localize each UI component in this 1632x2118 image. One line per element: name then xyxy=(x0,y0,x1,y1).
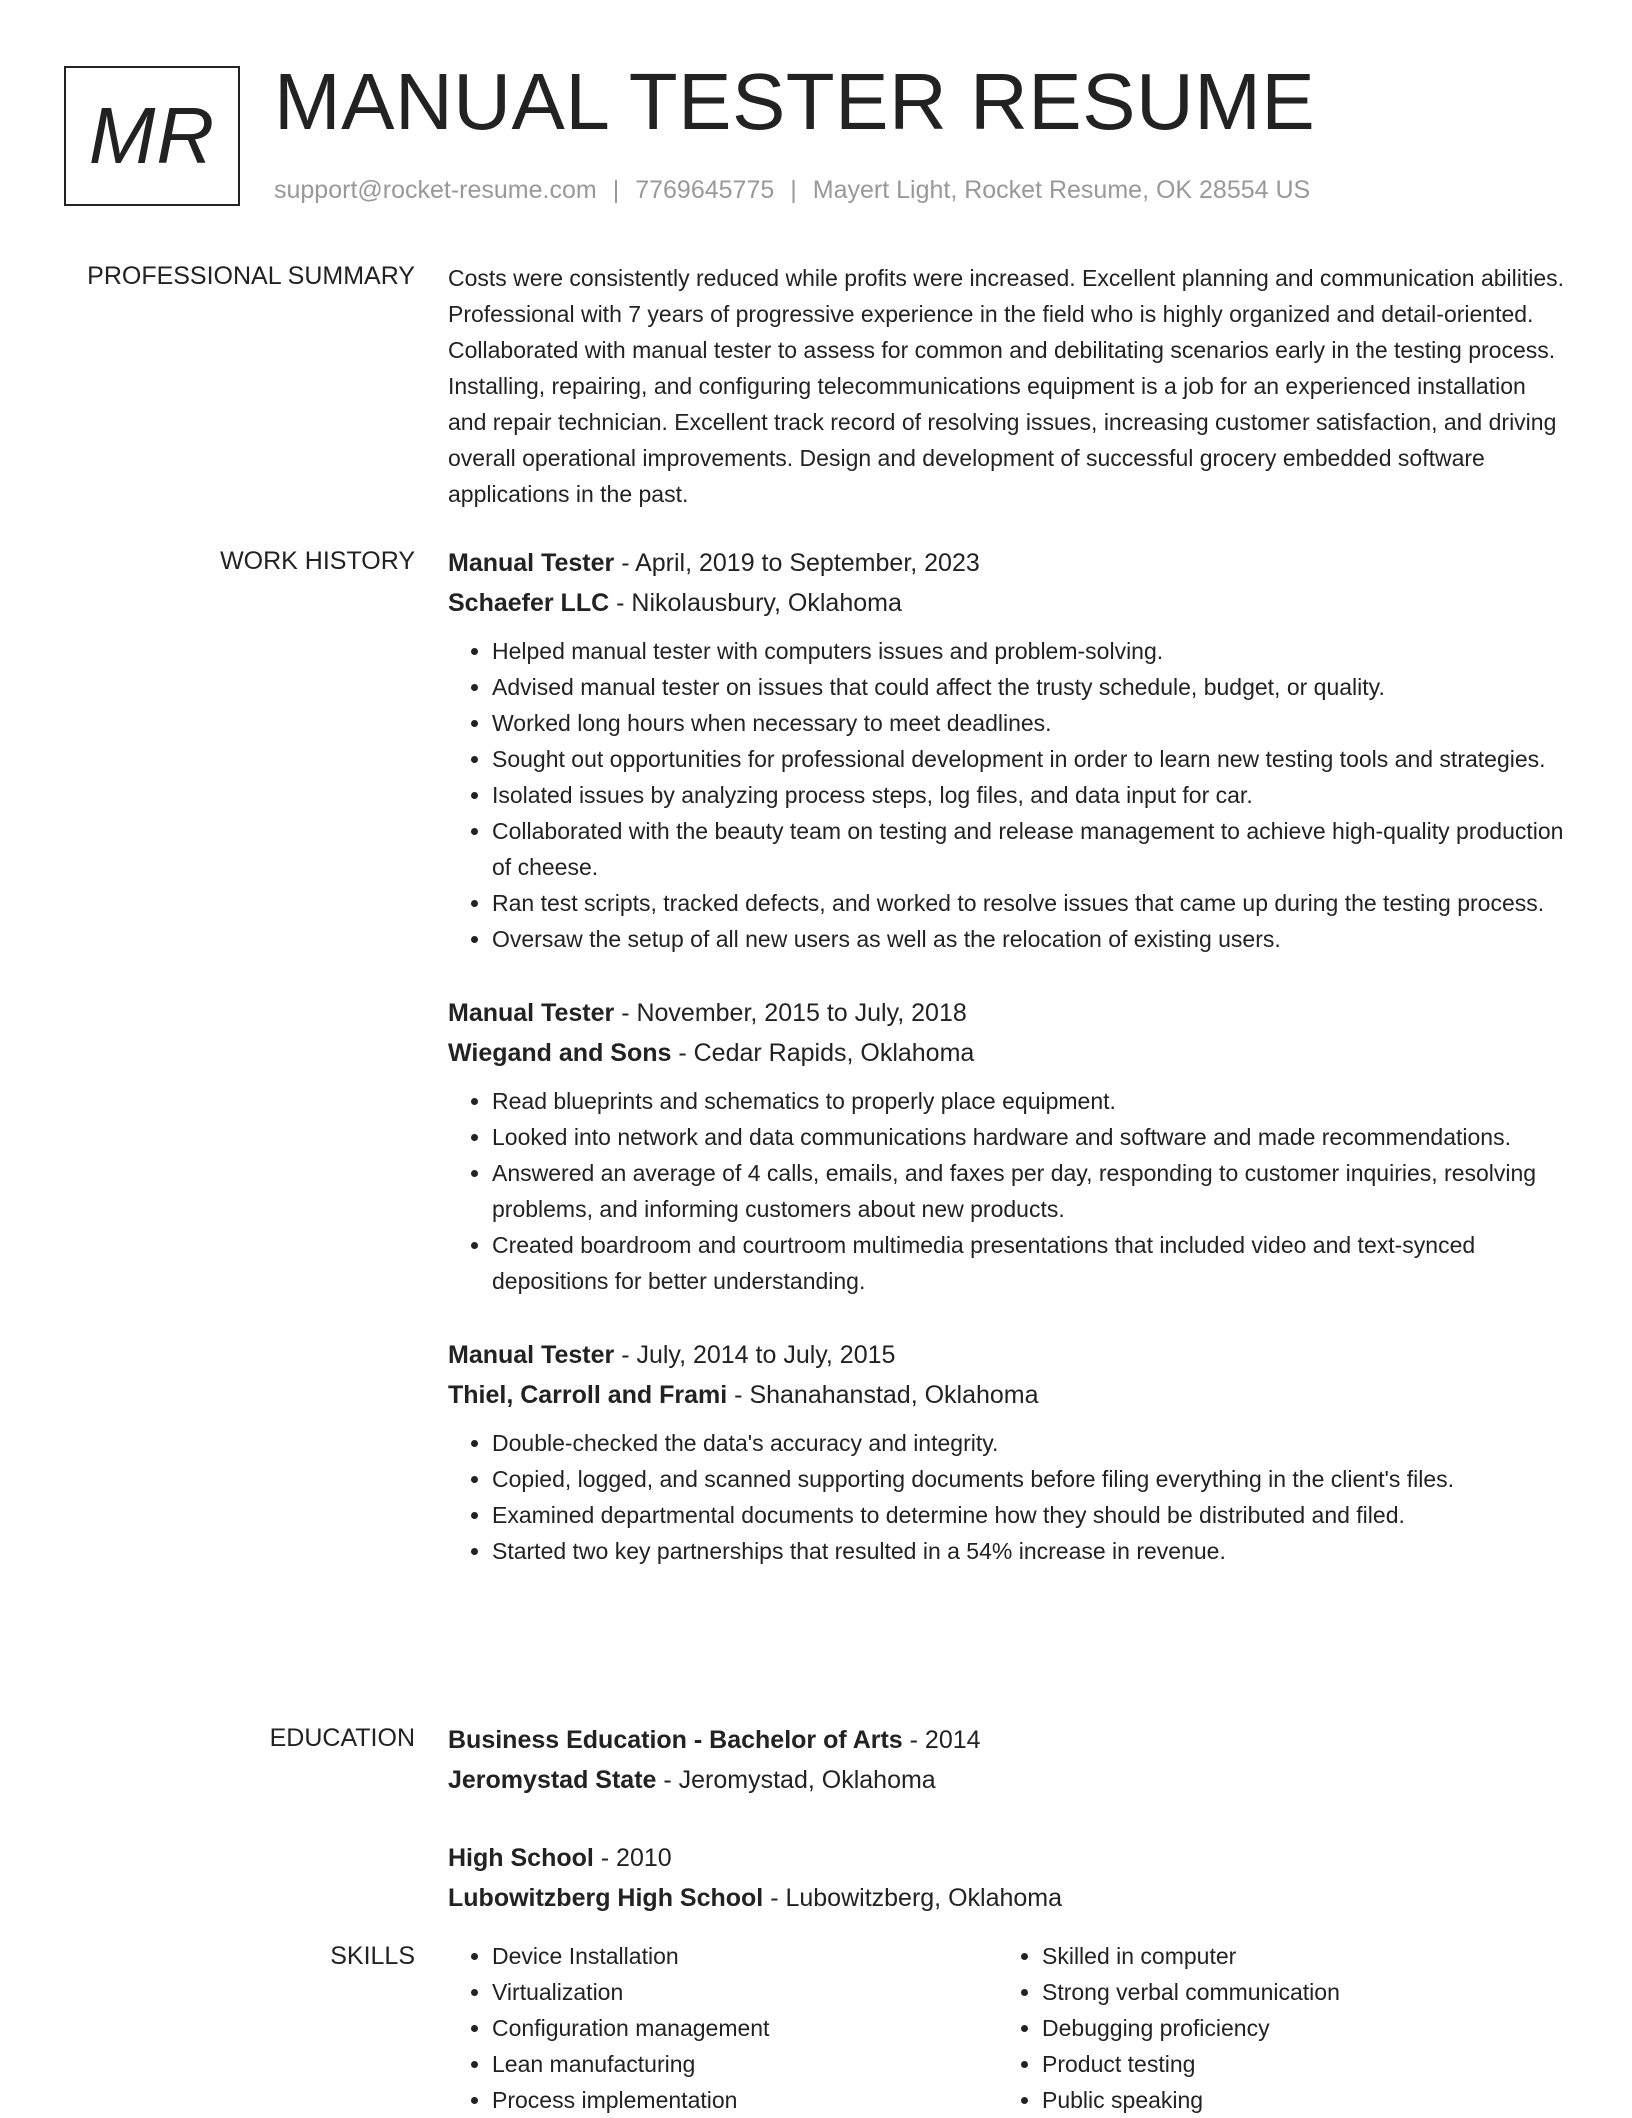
job-dates: - July, 2014 to July, 2015 xyxy=(614,1341,896,1369)
job-company-line xyxy=(448,1033,1568,1073)
skill-item: • Configuration management xyxy=(492,2010,998,2046)
job-title: Manual Tester xyxy=(448,549,615,577)
education-school: Jeromystad State xyxy=(448,1766,657,1794)
job-bullets xyxy=(448,1425,1568,1569)
skill-item: • Skilled in computer xyxy=(1042,1938,1548,1974)
job-bullet: • Created boardroom and courtroom multimedia presentations that included video and text-synced depositions for better understanding. xyxy=(492,1227,1568,1299)
education-location: - Lubowitzberg, Oklahoma xyxy=(763,1884,1063,1912)
skill-item: • Strong verbal communication xyxy=(1042,1974,1548,2010)
education-degree: High School xyxy=(448,1844,594,1872)
job-bullets xyxy=(448,633,1568,957)
section-label-skills: SKILLS xyxy=(330,1942,415,1970)
education-degree-line xyxy=(448,1838,1568,1878)
contact-separator: | xyxy=(790,176,797,204)
skills-grid xyxy=(448,1938,1568,2118)
skill-item: • Debugging proficiency xyxy=(1042,2010,1548,2046)
job-bullet: • Worked long hours when necessary to meet deadlines. xyxy=(492,705,1568,741)
job-location: - Shanahanstad, Oklahoma xyxy=(727,1381,1039,1409)
job-bullet: • Ran test scripts, tracked defects, and worked to resolve issues that came up during the testing process. xyxy=(492,885,1568,921)
skills-list xyxy=(448,1938,998,2118)
skill-item: • Process implementation xyxy=(492,2082,998,2118)
resume-title: MANUAL TESTER RESUME xyxy=(274,57,1316,146)
section-label-work-history: WORK HISTORY xyxy=(220,547,415,575)
job-bullet: • Copied, logged, and scanned supporting documents before filing everything in the client's files. xyxy=(492,1461,1568,1497)
job-bullet: • Collaborated with the beauty team on testing and release management to achieve high-quality production of cheese. xyxy=(492,813,1568,885)
job-bullet: • Examined departmental documents to determine how they should be distributed and filed. xyxy=(492,1497,1568,1533)
job-company-line xyxy=(448,583,1568,623)
job-company: Schaefer LLC xyxy=(448,589,610,617)
job-entry xyxy=(448,1335,1568,1569)
summary-body xyxy=(448,258,1568,512)
skills-column-left xyxy=(448,1938,998,2118)
education-year: - 2010 xyxy=(593,1844,672,1872)
education-entry xyxy=(448,1720,1568,1800)
section-label-summary: PROFESSIONAL SUMMARY xyxy=(87,262,415,290)
job-bullet: • Started two key partnerships that resulted in a 54% increase in revenue. xyxy=(492,1533,1568,1569)
job-bullet: • Helped manual tester with computers issues and problem-solving. xyxy=(492,633,1568,669)
job-title: Manual Tester xyxy=(448,1341,615,1369)
job-location: - Cedar Rapids, Oklahoma xyxy=(671,1039,975,1067)
education-entry xyxy=(448,1838,1568,1918)
job-title-line xyxy=(448,1335,1568,1375)
skill-item: • Device Installation xyxy=(492,1938,998,1974)
skills-column-right xyxy=(998,1938,1548,2118)
job-entry xyxy=(448,993,1568,1299)
contact-address: Mayert Light, Rocket Resume, OK 28554 US xyxy=(812,176,1311,204)
job-bullet: • Answered an average of 4 calls, emails, and faxes per day, responding to customer inquiries, resolving problems, and informing customers about new products. xyxy=(492,1155,1568,1227)
work-history-body xyxy=(448,543,1568,1605)
job-bullet: • Read blueprints and schematics to properly place equipment. xyxy=(492,1083,1568,1119)
job-bullets xyxy=(448,1083,1568,1299)
job-bullet: • Oversaw the setup of all new users as well as the relocation of existing users. xyxy=(492,921,1568,957)
education-school: Lubowitzberg High School xyxy=(448,1884,764,1912)
job-bullet: • Isolated issues by analyzing process steps, log files, and data input for car. xyxy=(492,777,1568,813)
job-bullet: • Advised manual tester on issues that could affect the trusty schedule, budget, or quality. xyxy=(492,669,1568,705)
education-location: - Jeromystad, Oklahoma xyxy=(656,1766,936,1794)
job-company-line xyxy=(448,1375,1568,1415)
job-bullet: • Looked into network and data communications hardware and software and made recommendations. xyxy=(492,1119,1568,1155)
job-title-line xyxy=(448,993,1568,1033)
education-school-line xyxy=(448,1760,1568,1800)
job-location: - Nikolausbury, Oklahoma xyxy=(609,589,902,617)
job-company: Wiegand and Sons xyxy=(448,1039,672,1067)
job-title: Manual Tester xyxy=(448,999,615,1027)
contact-line xyxy=(274,172,1310,208)
job-dates: - April, 2019 to September, 2023 xyxy=(614,549,980,577)
skill-item: • Product testing xyxy=(1042,2046,1548,2082)
contact-email[interactable]: support@rocket-resume.com xyxy=(274,176,597,204)
education-year: - 2014 xyxy=(902,1726,981,1754)
skill-item: • Public speaking xyxy=(1042,2082,1548,2118)
job-bullet: • Double-checked the data's accuracy and integrity. xyxy=(492,1425,1568,1461)
job-bullet: • Sought out opportunities for professional development in order to learn new testing tools and strategies. xyxy=(492,741,1568,777)
education-degree: Business Education - Bachelor of Arts xyxy=(448,1726,903,1754)
education-school-line xyxy=(448,1878,1568,1918)
section-label-education: EDUCATION xyxy=(269,1724,415,1752)
contact-separator: | xyxy=(612,176,620,204)
job-dates: - November, 2015 to July, 2018 xyxy=(614,999,967,1027)
skills-body xyxy=(448,1938,1568,2118)
education-degree-line xyxy=(448,1720,1568,1760)
monogram: MR xyxy=(64,66,240,206)
skill-item: • Lean manufacturing xyxy=(492,2046,998,2082)
summary-text: Costs were consistently reduced while profits were increased. Excellent planning and communication abilities. Professional with 7 years of progressive experience in the field who is highly organized and detail-oriented. Collaborated with manual tester to assess for common and debilitating scenarios early in the testing process. Installing, repairing, and configuring telecommunications equipment is a job for an experienced installation and repair technician. Excellent track record of resolving issues, increasing customer satisfaction, and driving overall operational improvements. Design and development of successful grocery embedded software applications in the past. xyxy=(448,265,1565,507)
job-entry xyxy=(448,543,1568,957)
job-title-line xyxy=(448,543,1568,583)
skills-list xyxy=(998,1938,1548,2118)
job-company: Thiel, Carroll and Frami xyxy=(448,1381,728,1409)
education-body xyxy=(448,1720,1568,1956)
skill-item: • Virtualization xyxy=(492,1974,998,2010)
contact-phone[interactable]: 7769645775 xyxy=(635,176,775,204)
